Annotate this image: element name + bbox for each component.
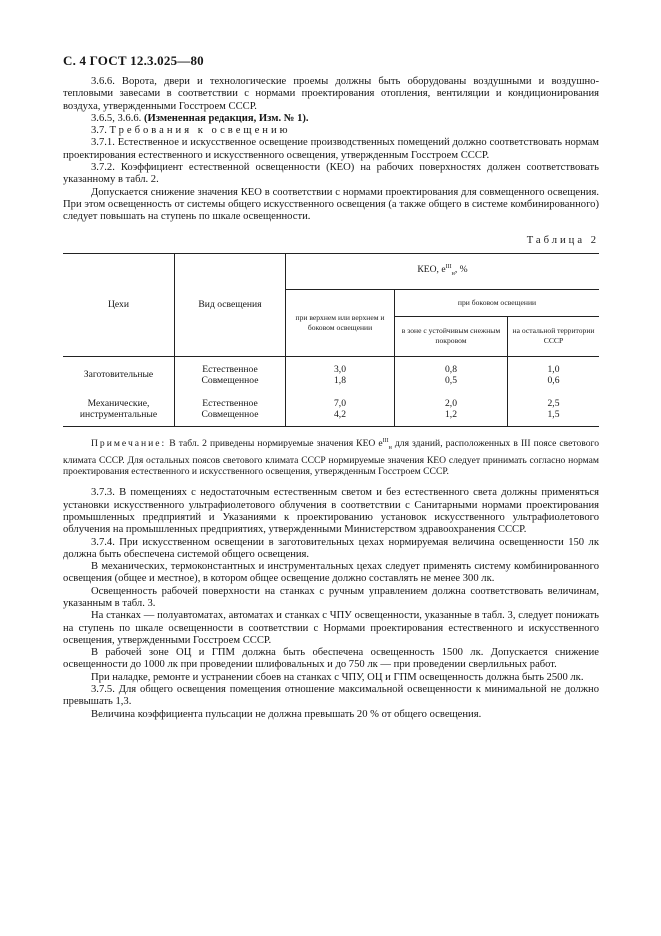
amendment-clauses: 3.6.5, 3.6.6. — [91, 112, 142, 124]
paragraph-3-7-3: 3.7.3. В помещениях с недостаточным естественным светом и без естественного света должны применяться установки искусственного ультрафиолетового облучения в соответствии с Санитарными нормами проектирования промышленных предприятий и Указаниями к проектированию установок искусственного ультрафиолетового облучения на промышленных предприятиях, утвержденными Министерством здравоохранения СССР. — [63, 487, 599, 536]
row-lighting-types — [175, 356, 286, 392]
note-sub: н — [388, 444, 392, 451]
section-3-7-title — [63, 125, 599, 137]
paragraph-combined-lighting: В механических, термоконстантных и инструментальных цехах следует применять систему комбинированного освещения (общее и местное), в котором общее освещение должно составлять не менее 300 лк. — [63, 561, 599, 585]
paragraph-oc-gpm: В рабочей зоне ОЦ и ГПМ должна быть обеспечена освещенность 1500 лк. Допускается снижение освещенности до 1000 лк при проведении шлифовальных и до 750 лк — при проведении сверлильных работ. — [63, 647, 599, 671]
value: 1,8 — [334, 374, 346, 386]
header-snow-zone: в зоне с устойчивым снежным покровом — [395, 316, 508, 356]
row-lighting-types — [175, 392, 286, 426]
table-row — [63, 392, 599, 426]
row-top-values — [286, 356, 395, 392]
amendment-note — [63, 113, 599, 125]
value: 4,2 — [334, 409, 346, 421]
lighting-combined: Совмещенное — [201, 374, 259, 386]
paragraph-3-6-6: 3.6.6. Ворота, двери и технологические проемы должны быть оборудованы воздушными и воздушно-тепловыми завесами в соответствии с нормами проектирования отопления, вентиляции и кондиционирования воздуха, утвержденными Госстроем СССР. — [63, 76, 599, 112]
header-side-lighting: при боковом освещении — [395, 289, 600, 316]
header-rest-territory: на остальной территории СССР — [508, 316, 600, 356]
table-note — [63, 436, 599, 478]
keo-sub: н — [451, 271, 455, 278]
table-row — [63, 356, 599, 392]
row-top-values — [286, 392, 395, 426]
paragraph-3-7-4: 3.7.4. При искусственном освещении в заготовительных цехах нормируемая величина освещенности 150 лк должна быть обеспечена системой общего освещения. — [63, 536, 599, 560]
keo-label: КЕО, e — [417, 264, 446, 276]
lighting-natural: Естественное — [202, 363, 258, 375]
value: 3,0 — [334, 363, 346, 375]
document-body — [63, 76, 599, 721]
value: 2,0 — [445, 398, 457, 410]
note-label: Примечание: — [91, 438, 167, 450]
value: 0,6 — [547, 374, 560, 386]
paragraph-maintenance: При наладке, ремонте и устранении сбоев на станках с ЧПУ, ОЦ и ГПМ освещенность должна быть 2500 лк. — [91, 671, 584, 683]
header-top-lighting: при верхнем или верхнем и боковом освещении — [286, 289, 395, 356]
header-keo — [286, 253, 600, 289]
row-workshop: Заготовительные — [83, 369, 154, 381]
paragraph-manual-machines: Освещенность рабочей поверхности на станках с ручным управлением должна соответствовать величинам, указанным в табл. 3. — [63, 585, 599, 609]
value: 1,2 — [445, 409, 457, 421]
amendment-text: (Измененная редакция, Изм. № 1). — [143, 112, 309, 124]
lighting-natural: Естественное — [202, 398, 258, 410]
row-rest-values — [508, 392, 600, 426]
keo-unit: , % — [454, 264, 468, 276]
row-snow-values — [395, 356, 508, 392]
paragraph-3-7-1: 3.7.1. Естественное и искусственное освещение производственных помещений должно соответствовать нормам проектирования естественного и искусственного освещения, утвержденным Госстроем СССР. — [63, 137, 599, 161]
value: 7,0 — [334, 398, 346, 410]
section-title: Требования к освещению — [109, 125, 291, 137]
note-text-a: В табл. 2 приведены нормируемые значения КЕО e — [169, 438, 383, 450]
row-snow-values — [395, 392, 508, 426]
value: 0,5 — [445, 374, 457, 386]
lighting-combined: Совмещенное — [201, 409, 259, 421]
table-caption: Таблица 2 — [526, 234, 599, 246]
paragraph-keo-reduction: Допускается снижение значения КЕО в соответствии с нормами проектирования для совмещенного освещения. При этом освещенность от системы общего искусственного освещения (а также общего в системе комбинированного) следует повышать на ступень по шкале освещенности. — [63, 186, 599, 223]
value: 0,8 — [445, 363, 457, 375]
header-workshops: Цехи — [63, 253, 175, 356]
row-rest-values — [508, 356, 600, 392]
row-workshop: Механические, инструментальные — [63, 392, 175, 426]
header-lighting-type: Вид освещения — [175, 253, 286, 356]
table-2 — [63, 253, 599, 427]
section-number: 3.7. — [91, 125, 107, 137]
paragraph-pulsation: Величина коэффициента пульсации не должна превышать 20 % от общего освещения. — [91, 708, 482, 720]
value: 2,5 — [547, 398, 560, 410]
note-text-b: для зданий, расположенных в III поясе светового климата СССР. Для остальных поясов светового климата СССР нормируемые значения КЕО следует принимать согласно нормам проектирования естественного и искусственного освещения, утвержденным Госстроем СССР. — [63, 438, 600, 478]
value: 1,5 — [547, 409, 560, 421]
paragraph-3-7-5: 3.7.5. Для общего освещения помещения отношение максимальной освещенности к минимальной не должно превышать 1,3. — [63, 684, 599, 708]
value: 1,0 — [547, 363, 560, 375]
paragraph-cnc-machines: На станках — полуавтоматах, автоматах и станках с ЧПУ освещенности, указанные в табл. 3, следует понижать на ступень по шкале освещенности в соответствии с Нормами проектирования естественного и искусственного освещения, утвержденными Госстроем СССР. — [63, 610, 599, 646]
note-sup: III — [382, 437, 389, 444]
keo-sup: III — [445, 264, 452, 271]
paragraph-3-7-2: 3.7.2. Коэффициент естественной освещенности (КЕО) на рабочих поверхностях должен соответствовать указанному в табл. 2. — [63, 162, 599, 186]
page-header: С. 4 ГОСТ 12.3.025—80 — [63, 53, 204, 68]
